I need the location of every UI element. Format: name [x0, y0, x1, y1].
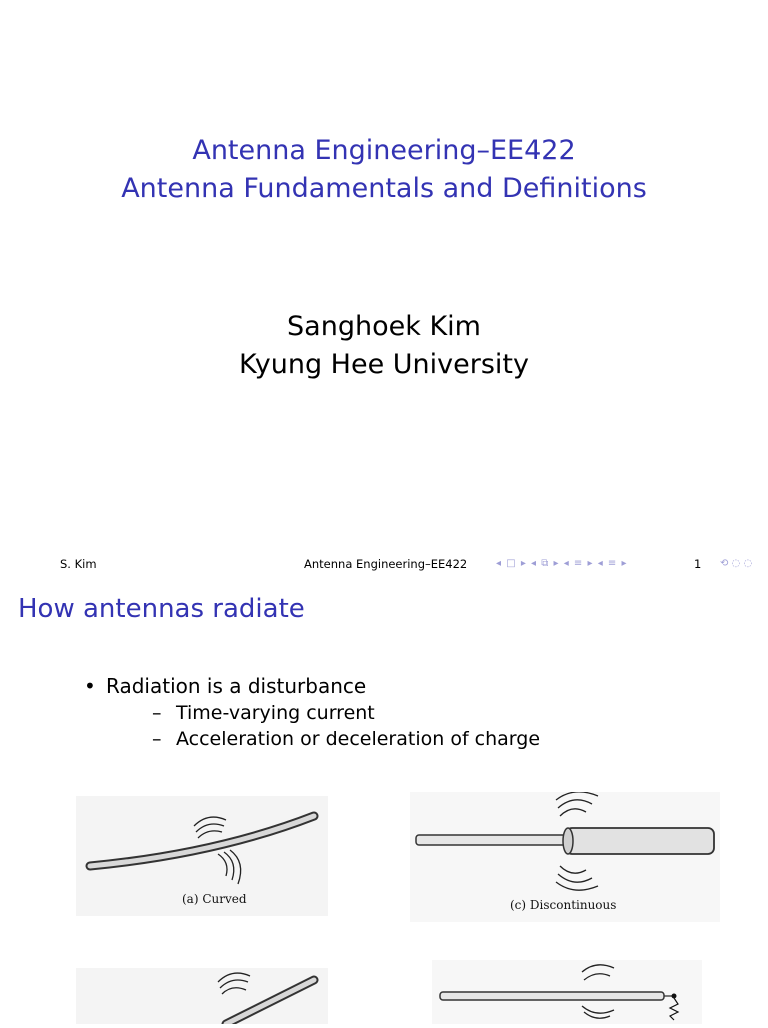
footer-author: S. Kim	[60, 557, 97, 571]
sub-bullet-text: Time-varying current	[176, 702, 375, 724]
author-name: Sanghoek Kim	[287, 311, 481, 342]
sub-bullet-text: Acceleration or deceleration of charge	[176, 728, 541, 750]
sub-bullet-list	[106, 700, 702, 752]
course-title: Antenna Engineering–EE422	[192, 135, 576, 166]
content-slide	[0, 576, 768, 1024]
institution-name: Kyung Hee University	[239, 349, 529, 380]
terminated-wire-illustration	[432, 960, 702, 1024]
bullet-item	[82, 672, 702, 752]
bullet-dot-icon: •	[84, 674, 96, 698]
lecture-title: Antenna Fundamentals and Definitions	[121, 173, 647, 204]
figure-label: (c) Discontinuous	[510, 898, 617, 912]
sub-bullet-item	[106, 726, 702, 752]
frame-title: How antennas radiate	[18, 594, 305, 624]
bent-wire-illustration	[76, 968, 328, 1024]
figure-discontinuous-wire	[410, 792, 720, 922]
sub-bullet-dash-icon: –	[152, 702, 162, 724]
sub-bullet-dash-icon: –	[152, 728, 162, 750]
slide-footer	[0, 555, 768, 573]
radiation-waves-icon	[218, 973, 250, 994]
title-block	[0, 132, 768, 208]
beamer-search-icons[interactable]: ⟲ ◌ ◌	[720, 558, 753, 569]
footer-page-number: 1	[694, 557, 702, 571]
figure-label: (a) Curved	[182, 892, 247, 906]
beamer-navigation-icons[interactable]: ◂ □ ▸ ◂ ⧉ ▸ ◂ ≡ ▸ ◂ ≡ ▸	[496, 558, 628, 569]
figure-terminated-wire-partial	[432, 960, 702, 1024]
figure-curved-wire	[76, 796, 328, 916]
sub-bullet-item	[106, 700, 702, 726]
bullet-list	[82, 672, 702, 752]
bullet-text: Radiation is a disturbance	[106, 674, 367, 698]
footer-course: Antenna Engineering–EE422	[304, 557, 468, 571]
author-block	[0, 308, 768, 384]
figure-bent-wire-partial	[76, 968, 328, 1024]
